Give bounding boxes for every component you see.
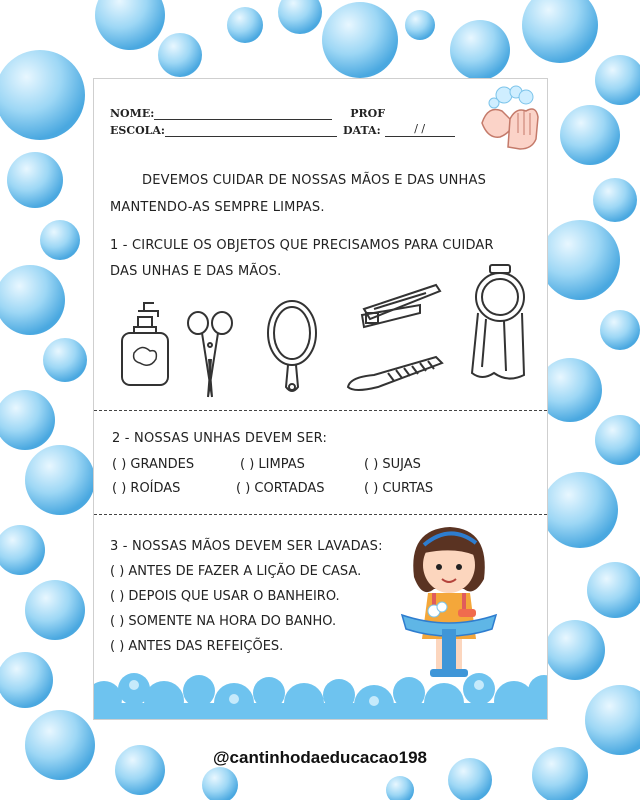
- q2-option-cortadas[interactable]: ( ) CORTADAS: [236, 481, 325, 496]
- escola-line[interactable]: [165, 126, 337, 137]
- date-field[interactable]: [385, 122, 455, 137]
- divider-2: [94, 514, 547, 515]
- washing-hands-icon: [474, 83, 544, 151]
- prof-label: PROF: [350, 107, 386, 120]
- worksheet: [93, 78, 548, 720]
- hand-mirror-icon[interactable]: [262, 299, 322, 399]
- nail-clipper-icon[interactable]: [356, 279, 444, 333]
- divider-1: [94, 410, 547, 411]
- q3-options: [110, 564, 410, 664]
- q2-option-roidas[interactable]: ( ) ROÍDAS: [112, 481, 181, 496]
- nome-label: NOME:: [110, 107, 155, 120]
- q1-line-1: 1 - CIRCULE OS OBJETOS QUE PRECISAMOS PARA CUIDAR: [110, 238, 494, 253]
- nome-line[interactable]: [154, 109, 332, 120]
- scissors-icon[interactable]: [182, 309, 238, 401]
- header-fields: [110, 103, 455, 137]
- bubble-foam-border: [94, 659, 547, 719]
- q3-title: 3 - NOSSAS MÃOS DEVEM SER LAVADAS:: [110, 539, 383, 554]
- q2-option-grandes[interactable]: ( ) GRANDES: [112, 457, 195, 472]
- q3-option-banheiro[interactable]: ( ) DEPOIS QUE USAR O BANHEIRO.: [110, 589, 340, 604]
- date-slashes: / /: [414, 122, 426, 135]
- comb-icon[interactable]: [344, 347, 446, 393]
- q2-options: [112, 457, 542, 505]
- intro-line-1: DEVEMOS CUIDAR DE NOSSAS MÃOS E DAS UNHAS: [142, 173, 487, 188]
- q2-option-curtas[interactable]: ( ) CURTAS: [364, 481, 434, 496]
- data-label: DATA:: [343, 124, 381, 137]
- girl-washing-hands-icon: [394, 519, 504, 679]
- q3-option-licao[interactable]: ( ) ANTES DE FAZER A LIÇÃO DE CASA.: [110, 564, 362, 579]
- q2-option-sujas[interactable]: ( ) SUJAS: [364, 457, 421, 472]
- q2-title: 2 - NOSSAS UNHAS DEVEM SER:: [112, 431, 328, 446]
- towel-icon[interactable]: [464, 263, 536, 387]
- q2-option-limpas[interactable]: ( ) LIMPAS: [240, 457, 305, 472]
- soap-dispenser-icon[interactable]: [114, 297, 174, 389]
- q3-option-refeicoes[interactable]: ( ) ANTES DAS REFEIÇÕES.: [110, 639, 284, 654]
- q1-line-2: DAS UNHAS E DAS MÃOS.: [110, 264, 282, 279]
- escola-label: ESCOLA:: [110, 124, 165, 137]
- credit-handle: @cantinhodaeducacao198: [212, 748, 428, 767]
- intro-line-2: MANTENDO-AS SEMPRE LIMPAS.: [110, 200, 325, 215]
- q3-option-banho[interactable]: ( ) SOMENTE NA HORA DO BANHO.: [110, 614, 337, 629]
